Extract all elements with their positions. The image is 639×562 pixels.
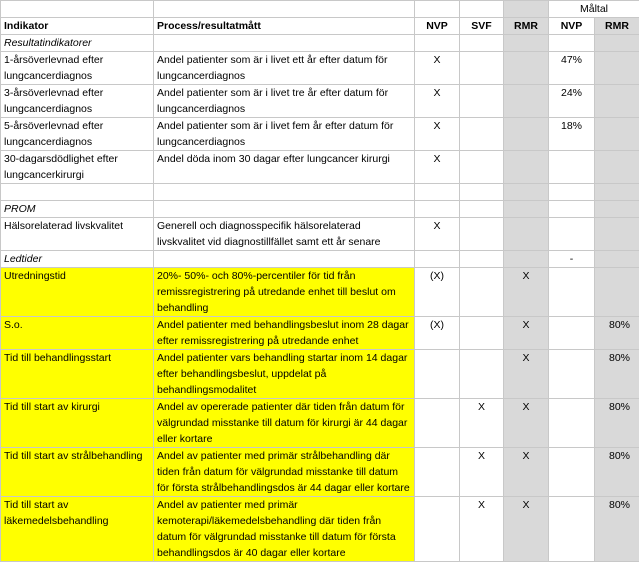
table-row xyxy=(1,399,639,448)
empty-cell xyxy=(504,201,549,218)
empty-cell xyxy=(504,35,549,52)
target-nvp xyxy=(549,268,595,317)
table-row xyxy=(1,350,639,399)
col-header-indicator: Indikator xyxy=(1,18,154,35)
empty-cell xyxy=(415,201,460,218)
table-row xyxy=(1,268,639,317)
nvp-mark: X xyxy=(415,85,460,118)
measure-description: Andel patienter med behandlingsbeslut inom 28 dagar efter remissregistrering på utredande enhet xyxy=(154,317,415,350)
nvp-mark xyxy=(415,350,460,399)
target-nvp: 18% xyxy=(549,118,595,151)
empty-cell xyxy=(595,251,639,268)
target-nvp xyxy=(549,497,595,562)
nvp-mark xyxy=(415,448,460,497)
target-rmr xyxy=(595,218,639,251)
table-row xyxy=(1,448,639,497)
empty-cell xyxy=(595,35,639,52)
section-label: Ledtider xyxy=(1,251,154,268)
nvp-mark: (X) xyxy=(415,268,460,317)
rmr-mark xyxy=(504,151,549,184)
svf-mark xyxy=(460,85,504,118)
measure-description: Andel patienter som är i livet ett år efter datum för lungcancerdiagnos xyxy=(154,52,415,85)
empty-cell xyxy=(504,251,549,268)
empty-cell xyxy=(460,1,504,18)
rmr-mark: X xyxy=(504,317,549,350)
col-header-target-nvp: NVP xyxy=(549,18,595,35)
table-row xyxy=(1,218,639,251)
empty-cell xyxy=(460,184,504,201)
empty-cell xyxy=(415,184,460,201)
target-rmr: 80% xyxy=(595,497,639,562)
target-nvp: 47% xyxy=(549,52,595,85)
rmr-mark: X xyxy=(504,497,549,562)
target-rmr: 80% xyxy=(595,399,639,448)
col-header-svf: SVF xyxy=(460,18,504,35)
table-row xyxy=(1,497,639,562)
target-rmr xyxy=(595,151,639,184)
target-marker: - xyxy=(549,251,595,268)
empty-cell xyxy=(460,251,504,268)
target-group-row xyxy=(1,1,639,18)
indicator-name: 1-årsöverlevnad efter lungcancerdiagnos xyxy=(1,52,154,85)
rmr-mark: X xyxy=(504,448,549,497)
svf-mark xyxy=(460,317,504,350)
section-lead xyxy=(1,251,639,268)
col-header-measure: Process/resultatmått xyxy=(154,18,415,35)
empty-cell xyxy=(154,35,415,52)
svf-mark: X xyxy=(460,399,504,448)
svf-mark: X xyxy=(460,497,504,562)
svf-mark xyxy=(460,118,504,151)
target-nvp xyxy=(549,218,595,251)
target-rmr xyxy=(595,118,639,151)
svf-mark xyxy=(460,52,504,85)
nvp-mark: X xyxy=(415,52,460,85)
empty-cell xyxy=(415,251,460,268)
empty-cell xyxy=(154,1,415,18)
target-nvp xyxy=(549,399,595,448)
indicator-name: S.o. xyxy=(1,317,154,350)
section-label: Resultatindikatorer xyxy=(1,35,154,52)
target-rmr xyxy=(595,52,639,85)
col-header-target-rmr: RMR xyxy=(595,18,639,35)
empty-cell xyxy=(504,184,549,201)
measure-description: Andel patienter vars behandling startar inom 14 dagar efter behandlingsbeslut, uppdelat på behandlingsmodalitet xyxy=(154,350,415,399)
empty-cell xyxy=(504,1,549,18)
indicator-name: Utredningstid xyxy=(1,268,154,317)
empty-cell xyxy=(549,35,595,52)
table-row xyxy=(1,85,639,118)
rmr-mark xyxy=(504,218,549,251)
empty-cell xyxy=(549,201,595,218)
indicator-name: Tid till behandlingsstart xyxy=(1,350,154,399)
empty-cell xyxy=(460,201,504,218)
nvp-mark: X xyxy=(415,118,460,151)
indicator-name: 5-årsöverlevnad efter lungcancerdiagnos xyxy=(1,118,154,151)
rmr-mark: X xyxy=(504,399,549,448)
empty-cell xyxy=(154,201,415,218)
nvp-mark xyxy=(415,399,460,448)
svf-mark: X xyxy=(460,448,504,497)
empty-cell xyxy=(1,184,154,201)
measure-description: Generell och diagnosspecifik hälsorelaterad livskvalitet vid diagnostillfället samt ett år senare xyxy=(154,218,415,251)
rmr-mark xyxy=(504,85,549,118)
indicator-name: 30-dagarsdödlighet efter lungcancerkirurgi xyxy=(1,151,154,184)
indicator-name: Hälsorelaterad livskvalitet xyxy=(1,218,154,251)
empty-cell xyxy=(1,1,154,18)
nvp-mark: X xyxy=(415,218,460,251)
empty-cell xyxy=(460,35,504,52)
measure-description: 20%- 50%- och 80%-percentiler för tid från remissregistrering på utredande enhet till beslut om behandling xyxy=(154,268,415,317)
target-nvp xyxy=(549,317,595,350)
rmr-mark: X xyxy=(504,268,549,317)
empty-cell xyxy=(154,251,415,268)
empty-cell xyxy=(595,184,639,201)
measure-description: Andel patienter som är i livet tre år efter datum för lungcancerdiagnos xyxy=(154,85,415,118)
empty-cell xyxy=(415,1,460,18)
svf-mark xyxy=(460,268,504,317)
rmr-mark xyxy=(504,118,549,151)
table-row xyxy=(1,151,639,184)
measure-description: Andel av patienter med primär strålbehandling där tiden från datum för välgrundad misstanke till datum för första strålbehandlingsdos är 44 dagar eller kortare xyxy=(154,448,415,497)
target-nvp: 24% xyxy=(549,85,595,118)
measure-description: Andel döda inom 30 dagar efter lungcancer kirurgi xyxy=(154,151,415,184)
nvp-mark: (X) xyxy=(415,317,460,350)
nvp-mark: X xyxy=(415,151,460,184)
rmr-mark: X xyxy=(504,350,549,399)
empty-cell xyxy=(595,201,639,218)
empty-cell xyxy=(549,184,595,201)
target-group-label: Måltal xyxy=(549,1,639,18)
spacer-row xyxy=(1,184,639,201)
empty-cell xyxy=(415,35,460,52)
table-row xyxy=(1,317,639,350)
measure-description: Andel av opererade patienter där tiden från datum för välgrundad misstanke till datum för kirurgi är 44 dagar eller kortare xyxy=(154,399,415,448)
empty-cell xyxy=(154,184,415,201)
target-rmr: 80% xyxy=(595,317,639,350)
target-rmr xyxy=(595,268,639,317)
indicator-name: Tid till start av läkemedelsbehandling xyxy=(1,497,154,562)
measure-description: Andel patienter som är i livet fem år efter datum för lungcancerdiagnos xyxy=(154,118,415,151)
target-nvp xyxy=(549,350,595,399)
col-header-rmr: RMR xyxy=(504,18,549,35)
measure-description: Andel av patienter med primär kemoterapi/läkemedelsbehandling där tiden från datum för välgrundad misstanke till datum för första behandlingsdos är 40 dagar eller kortare xyxy=(154,497,415,562)
target-rmr xyxy=(595,85,639,118)
indicator-name: Tid till start av strålbehandling xyxy=(1,448,154,497)
target-rmr: 80% xyxy=(595,448,639,497)
indicator-name: 3-årsöverlevnad efter lungcancerdiagnos xyxy=(1,85,154,118)
target-nvp xyxy=(549,151,595,184)
target-nvp xyxy=(549,448,595,497)
target-rmr: 80% xyxy=(595,350,639,399)
svf-mark xyxy=(460,350,504,399)
section-results xyxy=(1,35,639,52)
svf-mark xyxy=(460,151,504,184)
svf-mark xyxy=(460,218,504,251)
nvp-mark xyxy=(415,497,460,562)
table-row xyxy=(1,118,639,151)
indicator-name: Tid till start av kirurgi xyxy=(1,399,154,448)
rmr-mark xyxy=(504,52,549,85)
section-label: PROM xyxy=(1,201,154,218)
section-prom xyxy=(1,201,639,218)
col-header-nvp: NVP xyxy=(415,18,460,35)
header-row xyxy=(1,18,639,35)
table-row xyxy=(1,52,639,85)
